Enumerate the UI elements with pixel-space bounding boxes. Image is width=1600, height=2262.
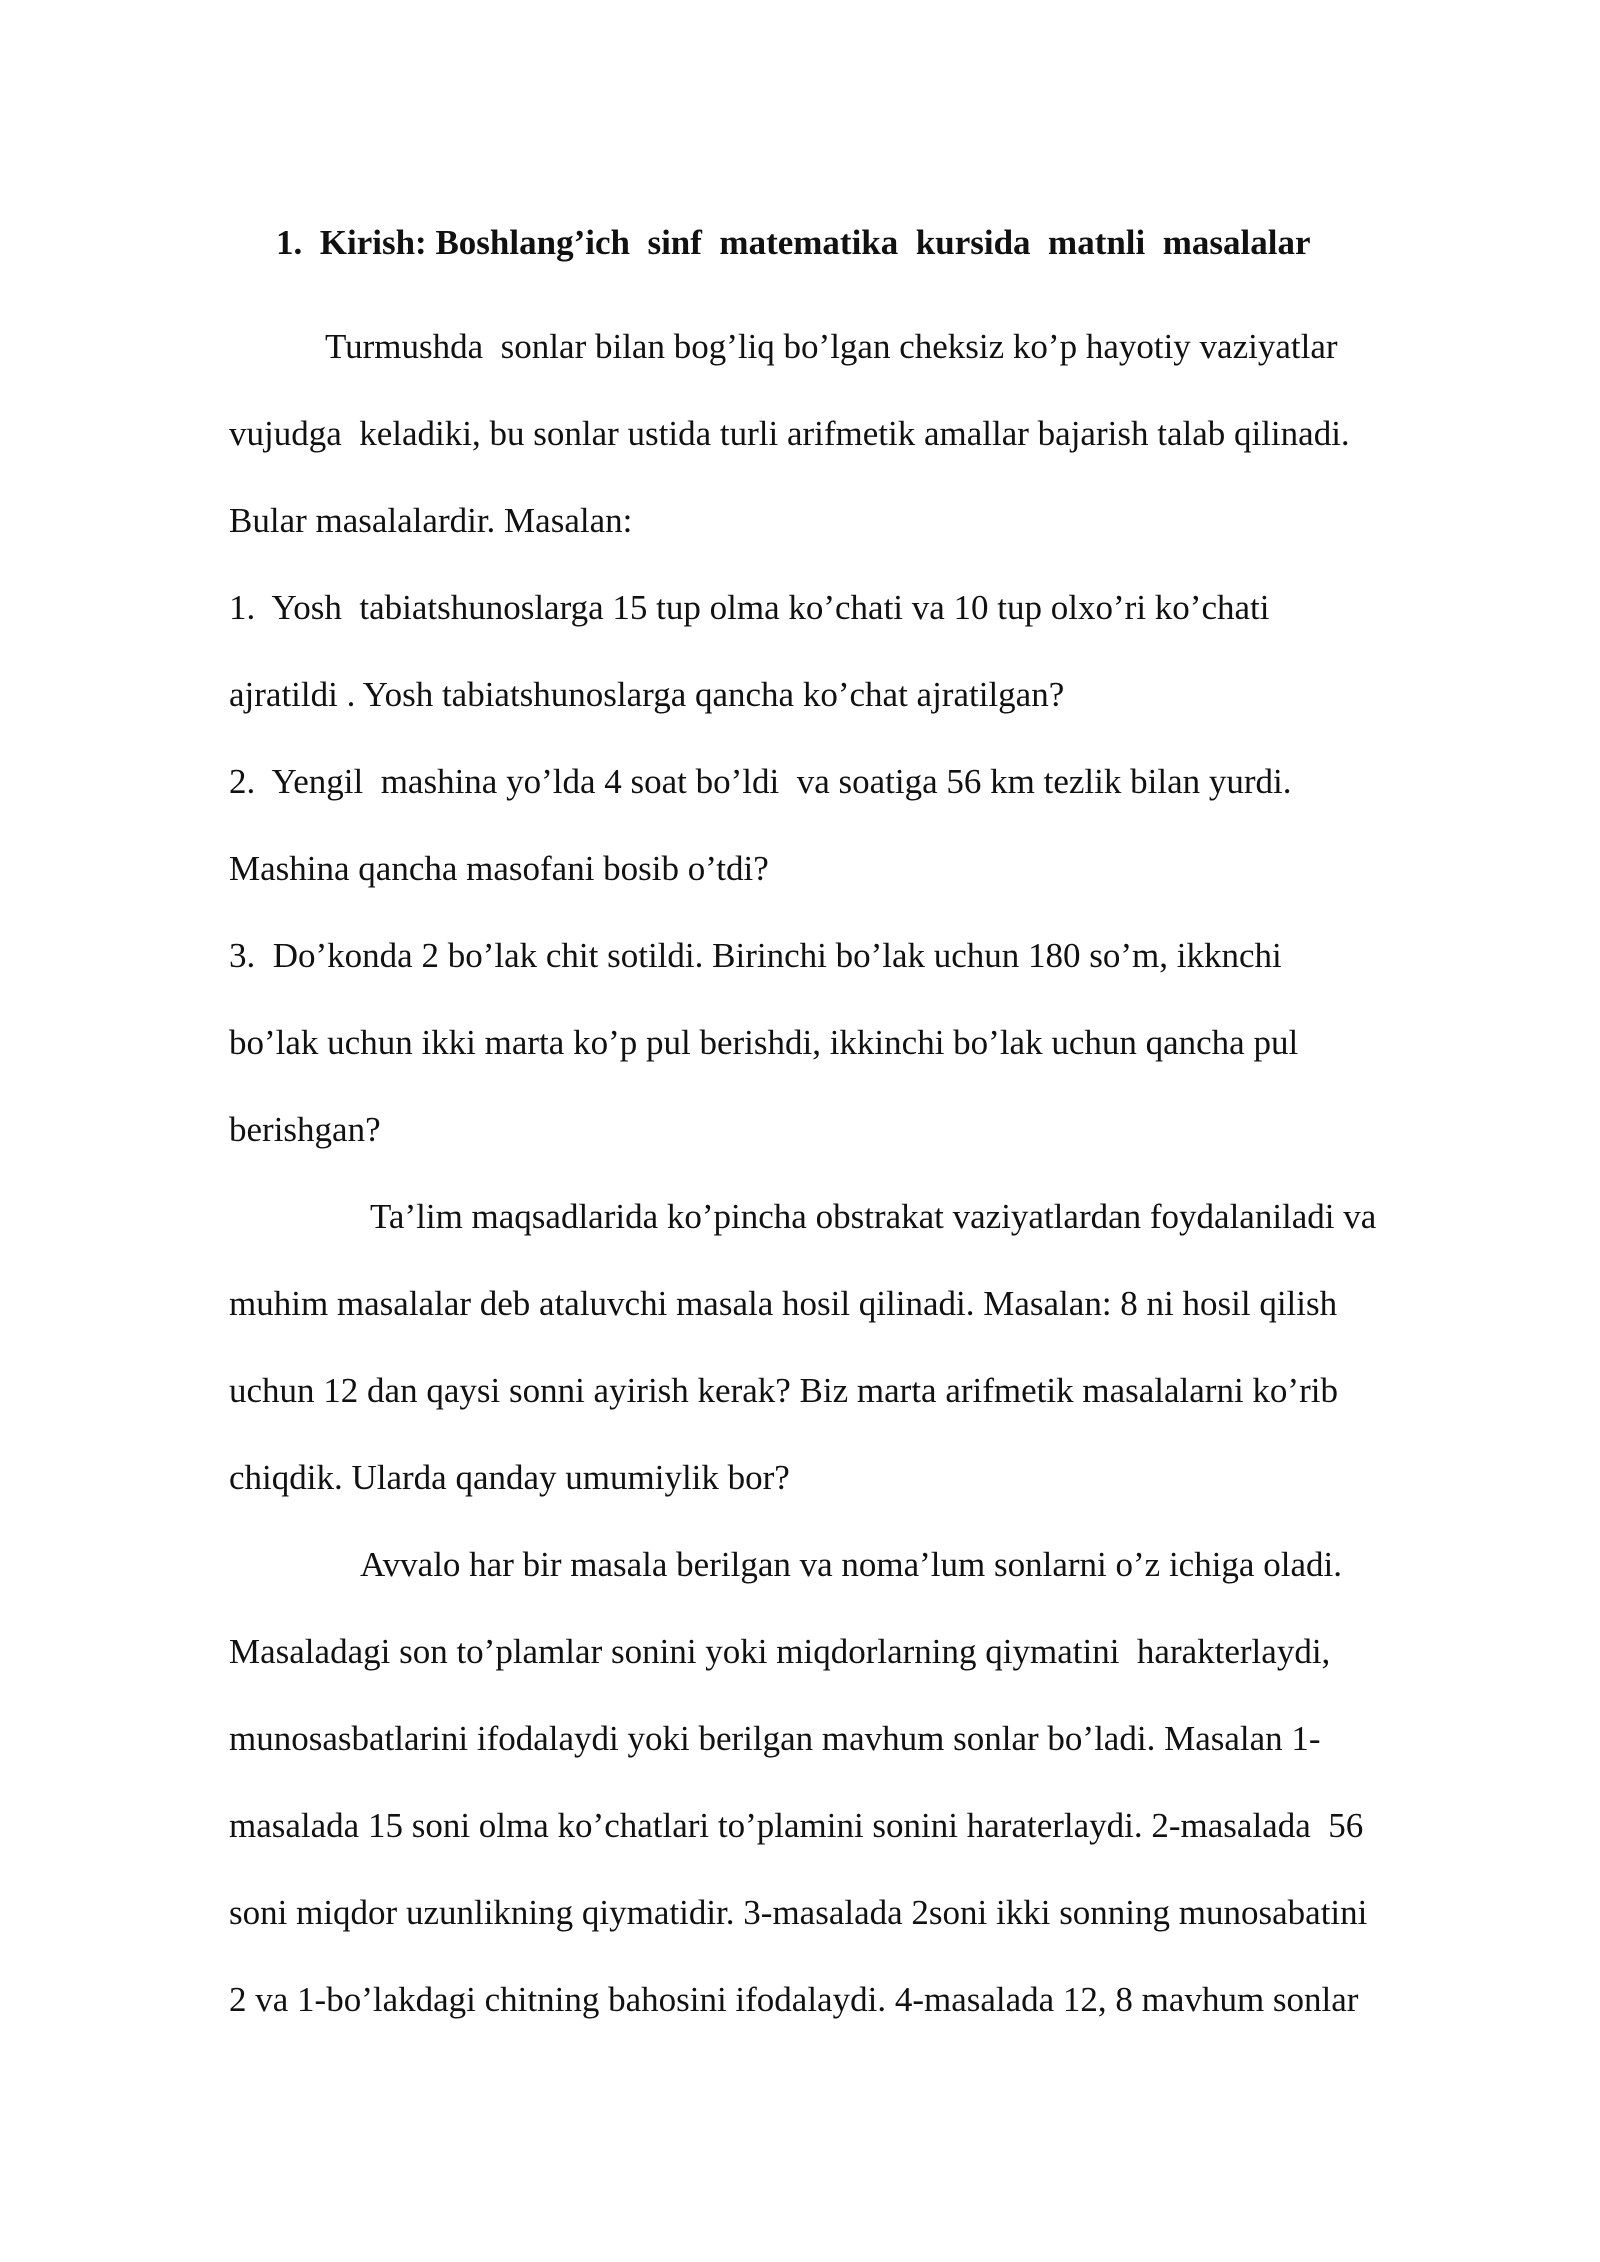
text-line: Ta’lim maqsadlarida ko’pincha obstrakat vaziyatlardan foydalaniladi va <box>370 1197 1377 1236</box>
text-line: muhim masalalar deb ataluvchi masala hosil qilinadi. Masalan: 8 ni hosil qilish <box>229 1284 1338 1323</box>
text-line: chiqdik. Ularda qanday umumiylik bor? <box>229 1458 790 1497</box>
text-line: munosasbatlarini ifodalaydi yoki berilgan mavhum sonlar bo’ladi. Masalan 1- <box>229 1719 1321 1758</box>
text-line: Avvalo har bir masala berilgan va noma’lum sonlarni o’z ichiga oladi. <box>360 1545 1342 1584</box>
text-line: Masaladagi son to’plamlar sonini yoki miqdorlarning qiymatini harakterlaydi, <box>229 1632 1331 1671</box>
text-line: 2 va 1-bo’lakdagi chitning bahosini ifodalaydi. 4-masalada 12, 8 mavhum sonlar <box>229 1980 1359 2019</box>
text-line: 1. Yosh tabiatshunoslarga 15 tup olma ko’chati va 10 tup olxo’ri ko’chati <box>229 588 1270 627</box>
text-line: 3. Do’konda 2 bo’lak chit sotildi. Birinchi bo’lak uchun 180 so’m, ikknchi <box>229 936 1282 975</box>
text-line: berishgan? <box>229 1110 381 1149</box>
text-line: bo’lak uchun ikki marta ko’p pul berishdi, ikkinchi bo’lak uchun qancha pul <box>229 1023 1299 1062</box>
text-line: ajratildi . Yosh tabiatshunoslarga qancha ko’chat ajratilgan? <box>229 675 1065 714</box>
section-heading: 1. Kirish: Boshlang’ich sinf matematika kursida matnli masalalar <box>276 223 1311 262</box>
text-line: 2. Yengil mashina yo’lda 4 soat bo’ldi va soatiga 56 km tezlik bilan yurdi. <box>229 762 1292 801</box>
text-line: vujudga keladiki, bu sonlar ustida turli arifmetik amallar bajarish talab qilinadi. <box>229 414 1350 453</box>
text-line: Bular masalalardir. Masalan: <box>229 501 633 540</box>
text-line: uchun 12 dan qaysi sonni ayirish kerak? Biz marta arifmetik masalalarni ko’rib <box>229 1371 1338 1410</box>
text-line: Turmushda sonlar bilan bog’liq bo’lgan cheksiz ko’p hayotiy vaziyatlar <box>325 327 1338 366</box>
text-line: soni miqdor uzunlikning qiymatidir. 3-masalada 2soni ikki sonning munosabatini <box>229 1893 1368 1932</box>
text-line: Mashina qancha masofani bosib o’tdi? <box>229 849 769 888</box>
text-line: masalada 15 soni olma ko’chatlari to’plamini sonini haraterlaydi. 2-masalada 56 <box>229 1806 1364 1845</box>
